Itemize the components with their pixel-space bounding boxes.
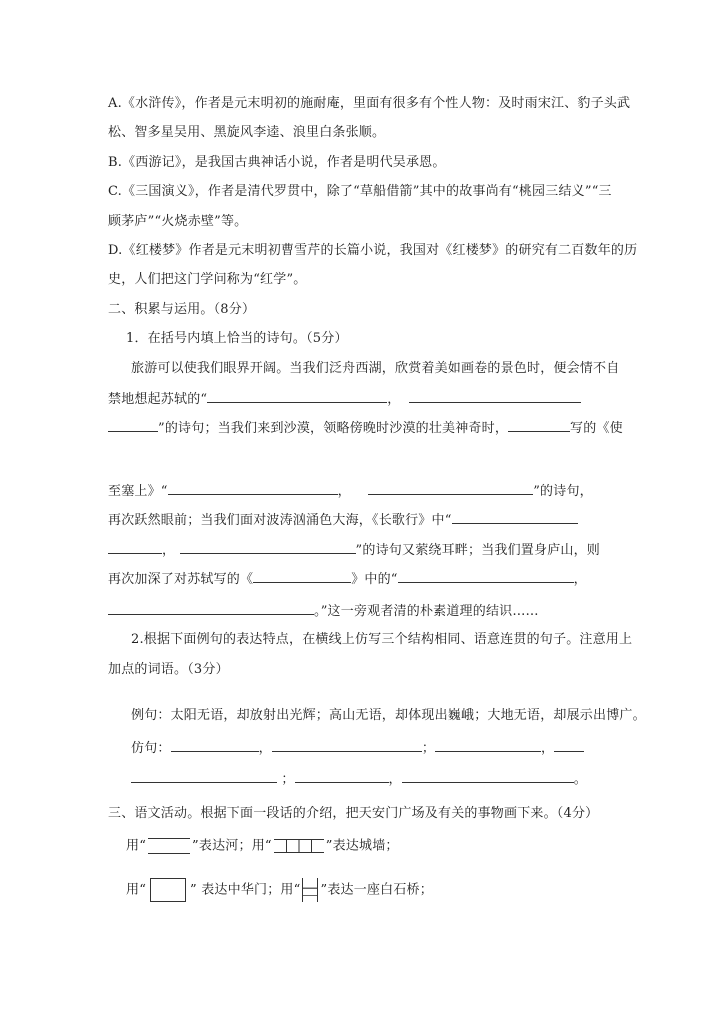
- text: 写的《使: [570, 421, 623, 436]
- answer-blank[interactable]: [180, 541, 356, 554]
- text: 禁地想起苏轼的“: [108, 392, 208, 407]
- answer-blank[interactable]: [108, 419, 158, 432]
- q2-example: 例句：太阳无语，却放射出光辉；高山无语，却体现出巍峨；大地无语，却展示出博广。: [131, 708, 646, 723]
- text: ”表达城墙；: [325, 838, 399, 854]
- option-c-line2: 顾茅庐”“火烧赤壁”等。: [108, 214, 248, 229]
- q1-title: 1．在括号内填上恰当的诗句。（5分）: [126, 331, 348, 346]
- text: ，: [337, 484, 351, 499]
- symbols-row1: [126, 838, 399, 855]
- text: ，: [162, 543, 176, 558]
- answer-blank[interactable]: [554, 739, 584, 752]
- river-symbol-icon: [148, 838, 190, 854]
- imitate-label: 仿句：: [131, 741, 171, 756]
- text: 再次加深了对苏轼写的《: [108, 572, 254, 587]
- q1-paragraph-line6: [108, 541, 600, 559]
- answer-blank[interactable]: [409, 390, 581, 403]
- text: 。”这一旁观者清的朴素道理的结识……: [314, 604, 539, 619]
- answer-blank[interactable]: [435, 739, 541, 752]
- answer-blank[interactable]: [168, 482, 338, 495]
- answer-blank[interactable]: [368, 482, 533, 495]
- q2-imitate-line1: [131, 739, 584, 757]
- answer-blank[interactable]: [131, 770, 277, 783]
- q1-paragraph-line5: [108, 511, 578, 529]
- q1-paragraph-line1: 旅游可以使我们眼界开阔。当我们泛舟西湖，欣赏着美如画卷的景色时，便会情不自: [131, 361, 620, 376]
- text: ”的诗句又萦绕耳畔；当我们置身庐山，则: [355, 543, 600, 558]
- text: ”表达河；用“: [192, 838, 272, 854]
- answer-blank[interactable]: [508, 419, 570, 432]
- answer-blank[interactable]: [398, 570, 574, 583]
- q1-paragraph-line2: [108, 390, 581, 408]
- answer-blank[interactable]: [402, 770, 574, 783]
- text: 用“: [126, 838, 147, 854]
- q2-imitate-line2: [131, 770, 587, 788]
- q2-title-line2: 加点的词语。（3分）: [108, 662, 229, 677]
- punct: ；: [281, 772, 295, 787]
- text: ”的诗句，: [533, 484, 593, 499]
- answer-blank[interactable]: [253, 570, 351, 583]
- text: ，: [573, 572, 587, 587]
- answer-blank[interactable]: [295, 770, 389, 783]
- zhonghua-gate-symbol-icon: [150, 878, 186, 902]
- option-d-line2: 史，人们把这门学问称为“红学”。: [108, 272, 307, 287]
- text: ”的诗句；当我们来到沙漠，领略傍晚时沙漠的壮美神奇时，: [158, 421, 509, 436]
- q1-paragraph-line3: [108, 419, 623, 437]
- punct: 。: [573, 772, 587, 787]
- answer-blank[interactable]: [171, 739, 259, 752]
- q1-paragraph-line7: [108, 570, 587, 588]
- symbols-row2: [126, 878, 433, 902]
- text: ”表达一座白石桥；: [320, 882, 433, 898]
- q1-paragraph-line4: [108, 482, 593, 500]
- answer-blank[interactable]: [452, 511, 578, 524]
- text: 》中的“: [351, 572, 398, 587]
- text: ，: [387, 392, 401, 407]
- answer-blank[interactable]: [108, 541, 162, 554]
- option-b: B.《西游记》，是我国古典神话小说，作者是明代吴承恩。: [108, 155, 446, 170]
- option-d-line1: D.《红楼梦》作者是元末明初曹雪芹的长篇小说，我国对《红楼梦》的研究有二百数年的历: [108, 243, 638, 258]
- punct: ，: [388, 772, 402, 787]
- answer-blank[interactable]: [108, 602, 314, 615]
- section3-heading: 三、语文活动。根据下面一段话的介绍，把天安门广场及有关的事物画下来。（4分）: [108, 806, 599, 821]
- q1-paragraph-line8: [108, 602, 539, 620]
- text: 再次跃然眼前；当我们面对波涛汹涌色大海，《长歌行》中“: [108, 513, 452, 528]
- punct: ，: [541, 741, 555, 756]
- stone-bridge-symbol-icon: [302, 878, 318, 902]
- punct: ；: [421, 741, 436, 756]
- option-c-line1: C.《三国演义》，作者是清代罗贯中，除了“草船借箭”其中的故事尚有“桃园三结义”“三: [108, 184, 612, 199]
- section2-heading: 二、积累与运用。（8分）: [108, 302, 256, 317]
- city-wall-symbol-icon: [274, 839, 324, 853]
- option-a-line1: A.《水浒传》，作者是元末明初的施耐庵，里面有很多有个性人物：及时雨宋江、豹子头武: [108, 96, 631, 111]
- text: 至塞上》“: [108, 484, 168, 499]
- answer-blank[interactable]: [272, 739, 422, 752]
- option-a-line2: 松、智多星吴用、黑旋风李逵、浪里白条张顺。: [108, 125, 386, 140]
- answer-blank[interactable]: [207, 390, 387, 403]
- q2-title-line1: 2.根据下面例句的表达特点，在横线上仿写三个结构相同、语意连贯的句子。注意用上: [131, 632, 633, 647]
- punct: ，: [258, 741, 272, 756]
- text: ” 表达中华门；用“: [190, 882, 301, 898]
- text: 用“: [126, 882, 147, 898]
